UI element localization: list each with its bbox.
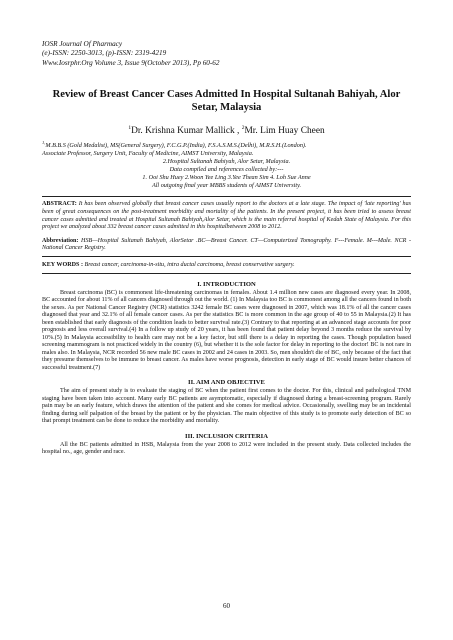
keywords-label: KEY WORDS : [42,261,83,268]
paper-title: Review of Breast Cancer Cases Admitted In Hospital Sultanah Bahiyah, Alor Setar, Malaysia [52,89,401,114]
affiliations [42,139,411,190]
abbreviation-label: Abbreviation: [42,237,79,244]
author1-sup: 1 [128,125,132,132]
journal-name: IOSR Journal Of Pharmacy [42,40,123,48]
keywords [42,262,411,274]
abstract-label: ABSTRACT: [42,201,77,208]
affiliation-line6: All outgoing final year MBBS students of AIMST University. [151,182,302,190]
author2-name: Mr. Lim Huay Cheen [244,126,325,137]
author2-sup: 2 [241,125,245,132]
intro-heading: I. INTRODUCTION [197,280,256,288]
affiliation-sup: 1, [42,140,46,146]
abbreviation-text: HSB—Hospital Sultanah Bahiyah, AlorSetar .BC—Breast Cancer. CT—Computerized Tomography. F---Female. M---Male. NCR - National Cancer Registry. [42,237,411,252]
page-number: 60 [223,602,230,610]
inclusion-heading: III. INCLUSION CRITERIA [185,432,268,440]
affiliation-line5: 1. Ooi Shu Huey 2.Woon Yee Ling 3.Yee Thean Sim 4. Loh Sue Anne [142,174,311,182]
aim-heading: II. AIM AND OBJECTIVE [188,379,265,387]
author1-name: Dr. Krishna Kumar Mallick , [131,126,242,137]
abstract [42,201,411,231]
affiliation-line2: Associate Professor, Surgery Unit, Faculty of Medicine, AIMST University, Malaysia. [42,150,254,158]
affiliation-line4: Data compiled and references collected by:--- [169,166,284,174]
abstract-text: It has been observed globally that breast cancer cases usually report to the doctors at a late stage. The impact of 'late reporting' has been of great consequences on the post-treatment morbidity and mortality of the patients. In the present project, it has been tried to assess breast cancer cases admitted and treated at Hospital Sultanah Bahiyah,Alor Setar, which is the main referral hospital of Kedah State of Malaysia. For this project we analyzed about 332 breast cancer cases admitted in this hospitalbetween 2008 to 2012. [42,201,411,231]
intro-paragraph: Breast carcinoma (BC) is commonest life-threatening carcinomas in females. About 1.4 million new cases are diagnosed every year. In 2008, BC accounted for about 11% of all cancers diagnosed through out the world. (1) In Malaysia too BC is commonest among all the cancers found in both the sexes. As per National Cancer Registry (NCR) statistics 3242 female BC cases were diagnosed in 2007, which was 18.1% of all the cancer cases diagnosed that year and 32.1% of all female cancer cases. As per the statistics BC is more common in the age group of 40 to 55 in Malaysia.(2) It has been established that early diagnosis of the condition leads to better survival rate.(3) Contrary to that reporting at an advanced stage accounts for poor prognosis and less overall survival.(4) In a follow up study of 20 years, it has been found that patient delay beyond 3 months reduce the survival by 10%.(5) In Malaysia accessibility to health care may not be a key factor, but still there is a delay in reporting the cases. Though population based screening mammogram is not practiced widely in the country (6), but whether it is the sole factor for delay in reporting to the doctor! BC is not rare in males also. In Malaysia, NCR recorded 56 new male BC cases in 2002 and 24 cases in 2003. So, men shouldn't die of BC, only because of the fact that they presume themselves to be immune to breast cancer. As males have worse prognosis, detection in early stage of BC would insure better chances of successful treatment.(7) [42,289,411,371]
keywords-text: Breast cancer, carcinoma-in-situ, intra ductal carcinoma, breast conservative surgery. [82,261,295,268]
affiliation-line3: 2.Hospital Sultanah Bahiyah, Alor Setar, Malaysia. [162,158,291,166]
journal-issn: (e)-ISSN: 2250-3013, (p)-ISSN: 2319-4219 [42,49,167,58]
journal-volume: Www.Iosrphr.Org Volume 3, Issue 9(October 2013), Pp 60-62 [42,58,220,67]
journal-header [42,40,411,68]
abbreviations [42,238,411,253]
inclusion-paragraph: All the BC patients admitted in HSB, Malaysia from the year 2008 to 2012 were included in the present study. Data collected includes the hospital no., age, gender and race. [42,441,411,456]
affiliation-line1: $^{1,}$M.B.B.S (Gold Medalist), MS(General Surgery), F.C.G.P.(India), F.S.A.S.M.S.(Delhi), M.R.S.H.(London). [42,140,307,150]
author-line [42,123,411,137]
abstract-box [42,196,411,257]
aim-paragraph: The aim of present study is to evaluate the staging of BC when the patient first comes to the doctor. For this, clinical and pathological TNM staging have been taken into account. Many early BC patients are asymptomatic, especially if diagnosed during a breast-screening program. Rarely pain may be an early feature, which draws the attention of the patient and she comes for medical advice. Occasionally, swelling may be an incidental finding during self palpation of the breast by the patient or by the physician. The main objective of this study is to promote early detection of BC so that prompt treatment can be done to reduce the morbidity and mortality. [42,388,411,425]
